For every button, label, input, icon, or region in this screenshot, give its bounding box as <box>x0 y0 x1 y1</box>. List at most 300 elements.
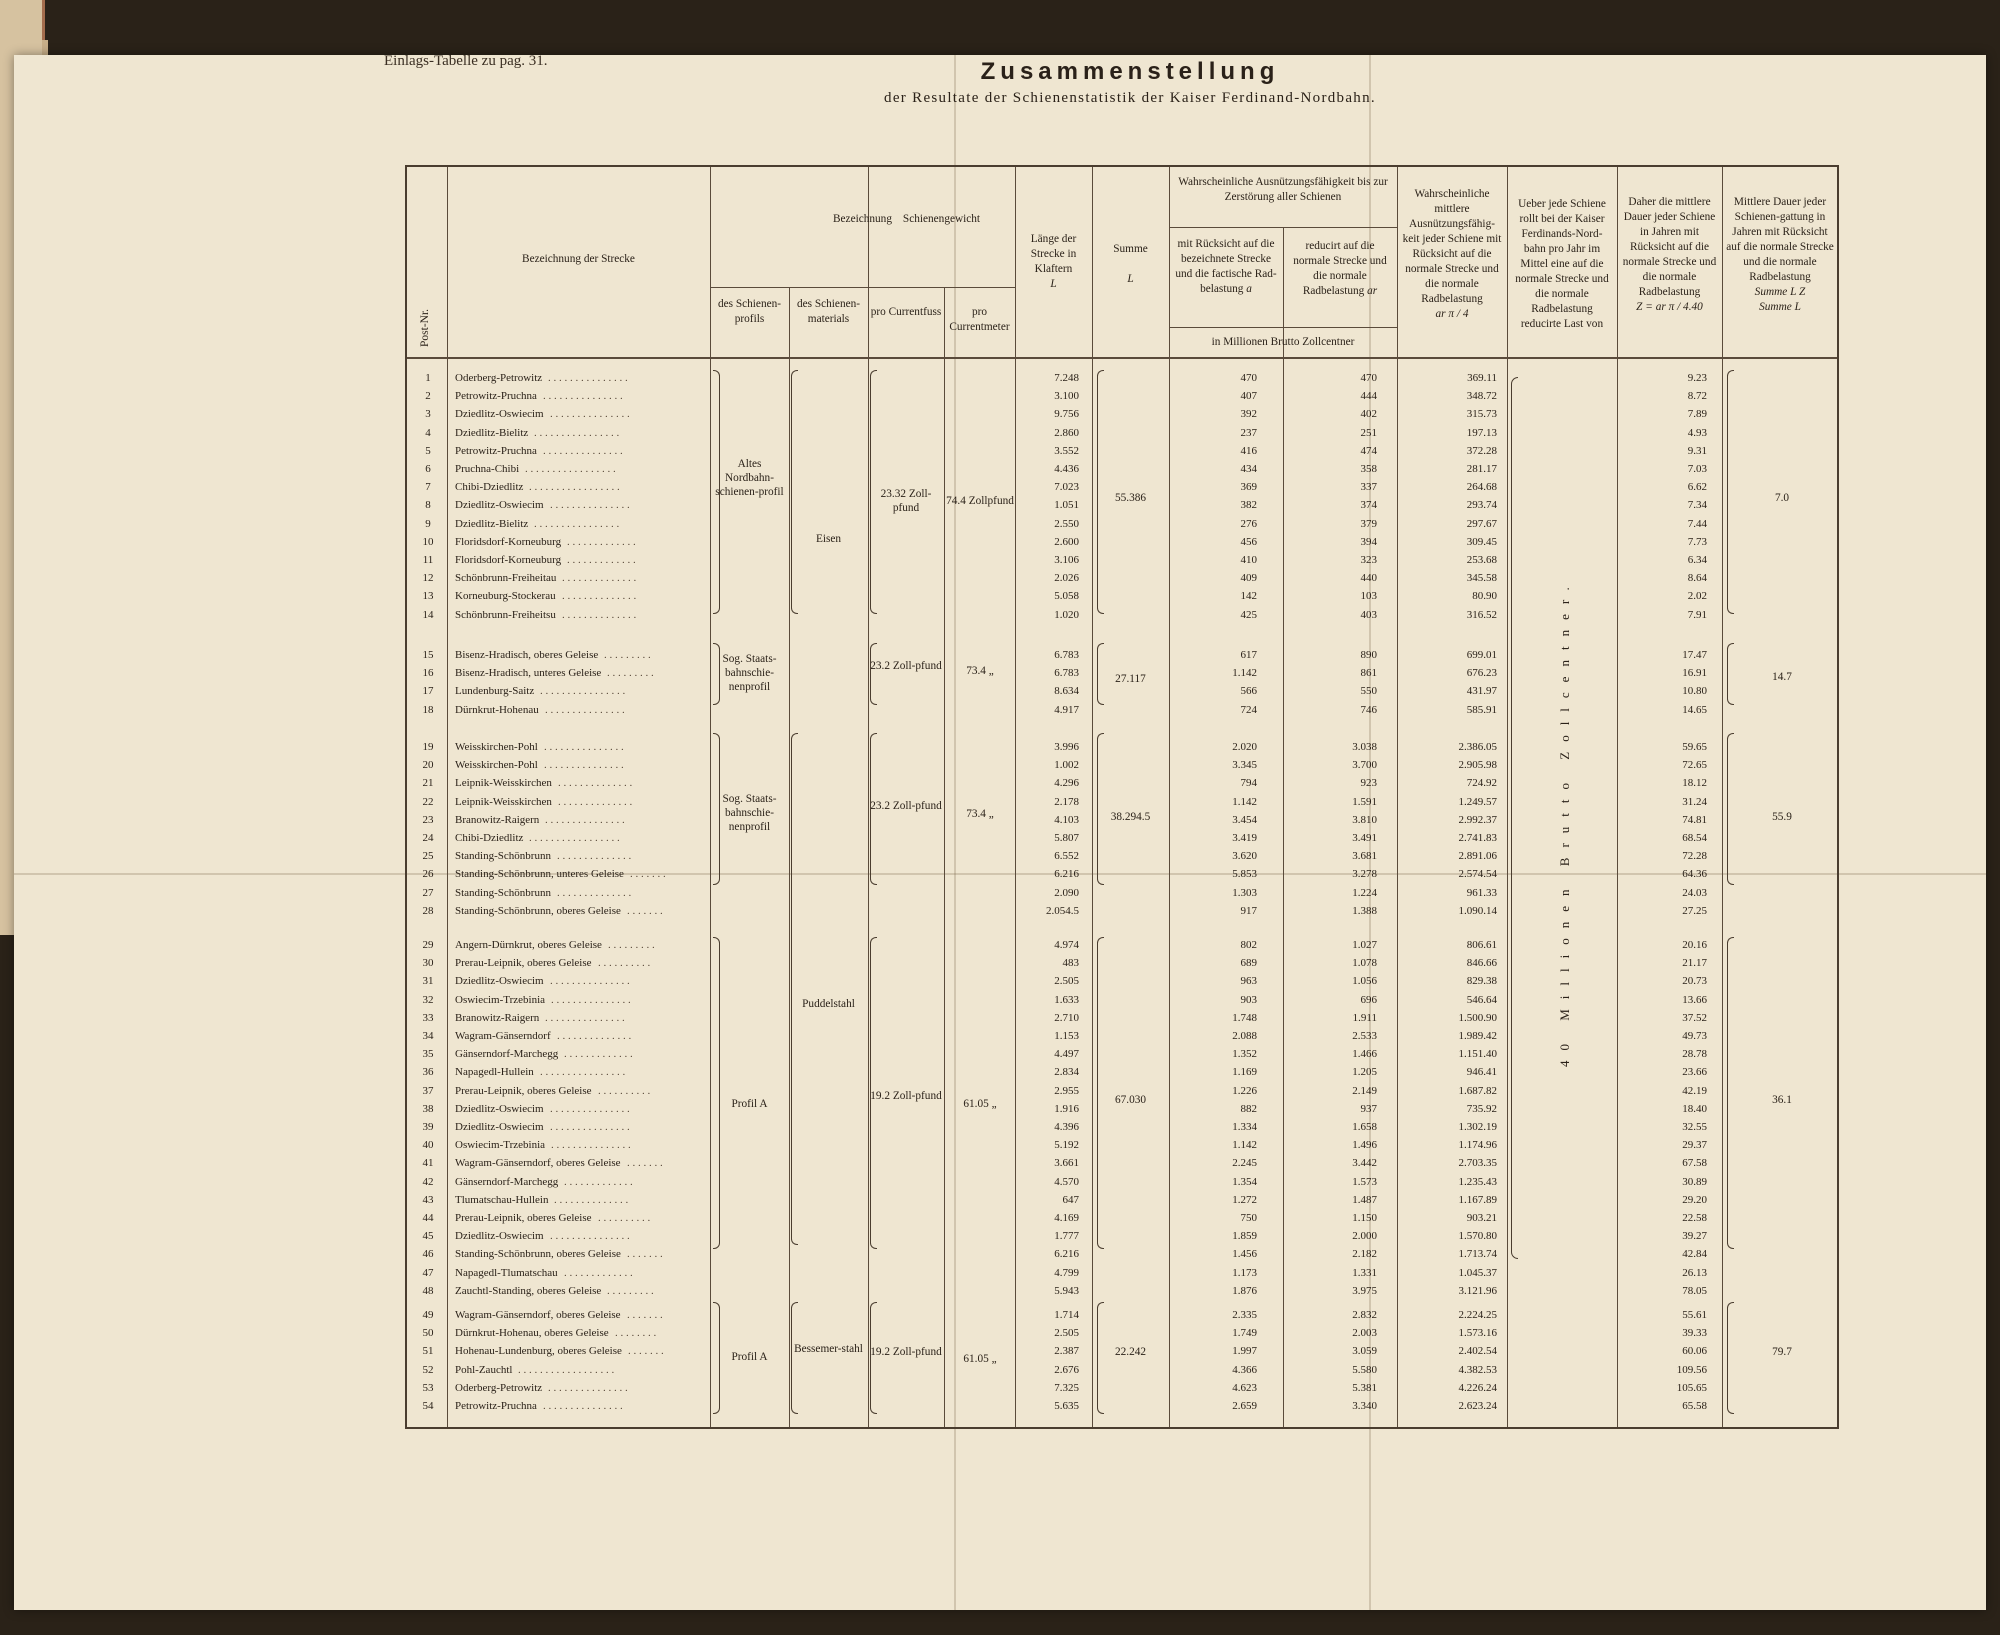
leader-dots: . . . . . . . . . . . . . . . . <box>534 517 620 530</box>
cell-mit-ruecksicht: 1.456 <box>1232 1248 1257 1261</box>
table-row <box>407 885 1837 903</box>
cell-laenge: 2.710 <box>1054 1011 1079 1024</box>
cell-strecke: Dziedlitz-Oswiecim <box>455 408 544 421</box>
leader-dots: . . . . . . . . <box>615 1327 657 1340</box>
cell-reducirt: 1.078 <box>1352 957 1377 970</box>
leader-dots: . . . . . . . <box>627 1309 663 1321</box>
cell-post-nr: 46 <box>422 1248 434 1261</box>
table-row <box>407 1010 1837 1028</box>
cell-mit-ruecksicht: 237 <box>1240 426 1257 439</box>
cell-dauer-z: 37.52 <box>1682 1011 1707 1024</box>
cell-reducirt: 379 <box>1360 517 1377 530</box>
cell-dauer-z: 13.66 <box>1682 993 1707 1006</box>
cell-reducirt: 2.832 <box>1352 1309 1377 1321</box>
leader-dots: . . . . . . . . . . . . . . . <box>548 372 628 384</box>
cell-laenge: 1.916 <box>1054 1102 1079 1115</box>
cell-reducirt: 1.658 <box>1352 1121 1377 1133</box>
cell-mittlere: 829.38 <box>1466 975 1497 988</box>
cell-laenge: 4.497 <box>1054 1048 1079 1061</box>
header-rule <box>1169 327 1397 328</box>
cell-reducirt: 3.700 <box>1352 759 1377 772</box>
cell-post-nr: 38 <box>422 1102 434 1115</box>
group-bracket <box>870 1302 877 1414</box>
cell-post-nr: 8 <box>425 499 431 512</box>
header-des-materials: des Schienen-materials <box>796 298 861 325</box>
cell-dauer-z: 9.23 <box>1687 372 1707 384</box>
cell-post-nr: 54 <box>422 1400 434 1412</box>
cell-mit-ruecksicht: 917 <box>1240 904 1257 917</box>
cell-mit-ruecksicht: 3.419 <box>1232 832 1257 844</box>
table-row <box>407 1210 1837 1228</box>
table-row <box>407 739 1837 757</box>
cell-dauer-z: 24.03 <box>1682 886 1707 899</box>
cell-mittlere: 315.73 <box>1466 408 1497 421</box>
cell-reducirt: 323 <box>1360 554 1377 566</box>
cell-dauer-z: 7.73 <box>1687 535 1707 548</box>
cell-dauer-z: 74.81 <box>1682 813 1707 826</box>
leader-dots: . . . . . . . . . <box>604 649 651 661</box>
table-row <box>407 370 1837 388</box>
cell-laenge: 4.296 <box>1054 777 1079 790</box>
cell-post-nr: 6 <box>425 463 431 475</box>
group-profil-2: Sog. Staats-bahnschie-nenprofil <box>722 653 777 693</box>
table-row <box>407 937 1837 955</box>
cell-post-nr: 21 <box>422 777 434 790</box>
group-bracket <box>1727 733 1734 885</box>
cell-reducirt: 3.278 <box>1352 868 1377 881</box>
cell-post-nr: 9 <box>425 517 431 530</box>
group-fuss-2: 23.2 Zoll-pfund <box>870 660 942 672</box>
cell-mittlere: 1.235.43 <box>1458 1175 1497 1188</box>
cell-post-nr: 35 <box>422 1048 434 1061</box>
cell-reducirt: 3.810 <box>1352 813 1377 826</box>
group-bracket <box>1727 937 1734 1249</box>
cell-laenge: 3.996 <box>1054 741 1079 753</box>
cell-strecke: Dziedlitz-Oswiecim <box>455 975 544 988</box>
cell-strecke: Pohl-Zauchtl <box>455 1363 513 1376</box>
cell-dauer-z: 55.61 <box>1682 1309 1707 1321</box>
header-pro-fuss: pro Currentfuss <box>870 306 942 318</box>
cell-mit-ruecksicht: 392 <box>1240 408 1257 421</box>
cell-strecke: Wagram-Gänserndorf, oberes Geleise <box>455 1157 621 1170</box>
cell-post-nr: 4 <box>425 426 431 439</box>
cell-mittlere: 806.61 <box>1466 939 1497 951</box>
cell-reducirt: 1.496 <box>1352 1139 1377 1152</box>
cell-post-nr: 39 <box>422 1121 434 1133</box>
group-summe-1: 55.386 <box>1114 492 1147 504</box>
cell-post-nr: 36 <box>422 1066 434 1079</box>
cell-mittlere: 2.703.35 <box>1458 1157 1497 1170</box>
group-bracket <box>713 937 720 1249</box>
leader-dots: . . . . . . . . . . . . . . . <box>550 1102 630 1115</box>
leader-dots: . . . . . . . . . <box>607 667 654 680</box>
page-subtitle: der Resultate der Schienenstatistik der Kaiser Ferdinand-Nordbahn. <box>884 90 1376 106</box>
leader-dots: . . . . . . . . . . . . . . . . <box>540 685 626 698</box>
group-bracket <box>1097 937 1104 1249</box>
cell-laenge: 1.777 <box>1054 1230 1079 1243</box>
cell-laenge: 4.917 <box>1054 703 1079 716</box>
cell-reducirt: 1.056 <box>1352 975 1377 988</box>
cell-mit-ruecksicht: 2.088 <box>1232 1030 1257 1042</box>
cell-mit-ruecksicht: 1.876 <box>1232 1284 1257 1297</box>
cell-mittlere: 2.992.37 <box>1458 813 1497 826</box>
cell-laenge: 2.955 <box>1054 1084 1079 1097</box>
cell-strecke: Petrowitz-Pruchna <box>455 444 537 457</box>
cell-mit-ruecksicht: 2.245 <box>1232 1157 1257 1170</box>
cell-strecke: Weisskirchen-Pohl <box>455 741 538 753</box>
cell-reducirt: 1.573 <box>1352 1175 1377 1188</box>
cell-mittlere: 1.500.90 <box>1458 1011 1497 1024</box>
cell-strecke: Napagedl-Tlumatschau <box>455 1266 558 1279</box>
cell-reducirt: 358 <box>1360 463 1377 475</box>
header-bottom-rule <box>407 357 1837 359</box>
cell-dauer-z: 10.80 <box>1682 685 1707 698</box>
table-row <box>407 794 1837 812</box>
cell-reducirt: 403 <box>1360 608 1377 621</box>
cell-mit-ruecksicht: 1.334 <box>1232 1121 1257 1133</box>
cell-mit-ruecksicht: 3.620 <box>1232 850 1257 863</box>
cell-strecke: Bisenz-Hradisch, oberes Geleise <box>455 649 599 661</box>
cell-mittlere: 2.386.05 <box>1458 741 1497 753</box>
cell-dauer-z: 16.91 <box>1682 667 1707 680</box>
cell-mit-ruecksicht: 1.142 <box>1232 667 1257 680</box>
cell-dauer-z: 20.16 <box>1682 939 1707 951</box>
cell-mit-ruecksicht: 425 <box>1240 608 1257 621</box>
leader-dots: . . . . . . . <box>627 904 663 917</box>
table-row <box>407 1246 1837 1264</box>
cell-mit-ruecksicht: 434 <box>1240 463 1257 475</box>
cell-strecke: Weisskirchen-Pohl <box>455 759 538 772</box>
leader-dots: . . . . . . . . . . . . . . . <box>548 1381 628 1394</box>
group-bracket <box>1511 377 1518 1259</box>
cell-mit-ruecksicht: 470 <box>1240 372 1257 384</box>
cell-post-nr: 13 <box>422 590 434 603</box>
leader-dots: . . . . . . . . . . . . . . . <box>551 1139 631 1152</box>
cell-strecke: Schönbrunn-Freiheitsu <box>455 608 556 621</box>
cell-mittlere: 1.573.16 <box>1458 1327 1497 1340</box>
table-row <box>407 973 1837 991</box>
cell-mit-ruecksicht: 1.173 <box>1232 1266 1257 1279</box>
cell-laenge: 8.634 <box>1054 685 1079 698</box>
cell-mittlere: 1.090.14 <box>1458 904 1497 917</box>
cell-reducirt: 2.149 <box>1352 1084 1377 1097</box>
leader-dots: . . . . . . . . . . . . . . . <box>550 408 630 421</box>
cell-dauer-z: 4.93 <box>1687 426 1707 439</box>
group-bracket <box>1097 733 1104 885</box>
table-row <box>407 1046 1837 1064</box>
cell-reducirt: 374 <box>1360 499 1377 512</box>
cell-mit-ruecksicht: 1.352 <box>1232 1048 1257 1061</box>
cell-dauer-z: 8.64 <box>1687 572 1707 585</box>
table-row <box>407 570 1837 588</box>
insert-label: Einlags-Tabelle zu pag. 31. <box>384 53 548 69</box>
cell-dauer-z: 7.89 <box>1687 408 1707 421</box>
group-bracket <box>713 1302 720 1414</box>
cell-reducirt: 3.975 <box>1352 1284 1377 1297</box>
cell-strecke: Angern-Dürnkrut, oberes Geleise <box>455 939 602 951</box>
cell-mittlere: 585.91 <box>1466 703 1497 716</box>
cell-post-nr: 1 <box>425 372 431 384</box>
cell-dauer-z: 109.56 <box>1676 1363 1707 1376</box>
cell-post-nr: 34 <box>422 1030 434 1042</box>
cell-post-nr: 30 <box>422 957 434 970</box>
cell-mit-ruecksicht: 407 <box>1240 390 1257 403</box>
cell-laenge: 3.552 <box>1054 444 1079 457</box>
cell-laenge: 6.216 <box>1054 868 1079 881</box>
cell-mittlere: 297.67 <box>1466 517 1497 530</box>
cell-mittlere: 293.74 <box>1466 499 1497 512</box>
cell-strecke: Standing-Schönbrunn <box>455 850 551 863</box>
cell-reducirt: 1.487 <box>1352 1193 1377 1206</box>
table-row <box>407 1283 1837 1301</box>
cell-laenge: 7.325 <box>1054 1381 1079 1394</box>
cell-mittlere: 253.68 <box>1466 554 1497 566</box>
cell-reducirt: 3.491 <box>1352 832 1377 844</box>
cell-strecke: Chibi-Dziedlitz <box>455 832 524 844</box>
cell-post-nr: 25 <box>422 850 434 863</box>
table-row <box>407 1265 1837 1283</box>
cell-reducirt: 1.224 <box>1352 886 1377 899</box>
cell-mittlere: 348.72 <box>1466 390 1497 403</box>
cell-strecke: Lundenburg-Saitz <box>455 685 535 698</box>
group-bracket <box>870 937 877 1249</box>
cell-post-nr: 26 <box>422 868 434 881</box>
cell-reducirt: 1.027 <box>1352 939 1377 951</box>
cell-reducirt: 1.205 <box>1352 1066 1377 1079</box>
cell-mit-ruecksicht: 750 <box>1240 1212 1257 1224</box>
cell-strecke: Standing-Schönbrunn, oberes Geleise <box>455 1248 621 1261</box>
cell-mittlere: 1.167.89 <box>1458 1193 1497 1206</box>
cell-mit-ruecksicht: 3.454 <box>1232 813 1257 826</box>
cell-laenge: 2.834 <box>1054 1066 1079 1079</box>
group-bracket <box>791 370 798 614</box>
cell-laenge: 2.676 <box>1054 1363 1079 1376</box>
leader-dots: . . . . . . . . . . . . . <box>567 535 636 548</box>
table-row <box>407 443 1837 461</box>
cell-laenge: 3.661 <box>1054 1157 1079 1170</box>
header-des-profils: des Schienen-profils <box>717 298 782 325</box>
leader-dots: . . . . . . . <box>628 1345 664 1358</box>
cell-strecke: Prerau-Leipnik, oberes Geleise <box>455 1212 592 1224</box>
leader-dots: . . . . . . . . . . . . . . <box>557 886 632 899</box>
cell-post-nr: 27 <box>422 886 434 899</box>
cell-laenge: 2.860 <box>1054 426 1079 439</box>
cell-strecke: Branowitz-Raigern <box>455 1011 540 1024</box>
cell-post-nr: 52 <box>422 1363 434 1376</box>
cell-reducirt: 5.580 <box>1352 1363 1377 1376</box>
table-row <box>407 1174 1837 1192</box>
cell-dauer-z: 27.25 <box>1682 904 1707 917</box>
table-row <box>407 1028 1837 1046</box>
cell-laenge: 5.943 <box>1054 1284 1079 1297</box>
cell-strecke: Pruchna-Chibi <box>455 463 520 475</box>
cell-strecke: Leipnik-Weisskirchen <box>455 777 552 790</box>
leader-dots: . . . . . . . . . . . . . <box>567 554 636 566</box>
cell-mit-ruecksicht: 416 <box>1240 444 1257 457</box>
leader-dots: . . . . . . . . . . . . . . . . . <box>525 463 616 475</box>
group-bracket <box>713 643 720 705</box>
cell-dauer-z: 14.65 <box>1682 703 1707 716</box>
table-row <box>407 757 1837 775</box>
leader-dots: . . . . . . . . . . <box>598 957 651 970</box>
cell-post-nr: 7 <box>425 481 431 494</box>
leader-dots: . . . . . . . . . . . . . . . <box>550 975 630 988</box>
leader-dots: . . . . . . . . . . . . . . . . <box>534 426 620 439</box>
cell-strecke: Gänserndorf-Marchegg <box>455 1175 559 1188</box>
cell-laenge: 2.387 <box>1054 1345 1079 1358</box>
cell-strecke: Dziedlitz-Oswiecim <box>455 1102 544 1115</box>
cell-reducirt: 1.591 <box>1352 795 1377 808</box>
header-dauer: Mittlere Dauer jeder Schienen-gattung in Jahren mit Rücksicht auf die normale Strecke und die normale Radbelastung Summe L Z Summe L <box>1726 196 1834 313</box>
cell-dauer-z: 6.62 <box>1687 481 1707 494</box>
cell-mit-ruecksicht: 1.859 <box>1232 1230 1257 1243</box>
cell-laenge: 5.635 <box>1054 1400 1079 1412</box>
cell-laenge: 4.974 <box>1054 939 1079 951</box>
cell-laenge: 5.807 <box>1054 832 1079 844</box>
cell-post-nr: 19 <box>422 741 434 753</box>
cell-strecke: Leipnik-Weisskirchen <box>455 795 552 808</box>
cell-mittlere: 724.92 <box>1466 777 1497 790</box>
cell-reducirt: 474 <box>1360 444 1377 457</box>
cell-strecke: Hohenau-Lundenburg, oberes Geleise <box>455 1345 622 1358</box>
cell-laenge: 6.783 <box>1054 667 1079 680</box>
cell-reducirt: 923 <box>1360 777 1377 790</box>
cell-mittlere: 2.891.06 <box>1458 850 1497 863</box>
cell-dauer-z: 18.12 <box>1682 777 1707 790</box>
cell-mit-ruecksicht: 2.335 <box>1232 1309 1257 1321</box>
group-fuss-1: 23.32 Zoll-pfund <box>880 488 932 514</box>
table-row <box>407 425 1837 443</box>
cell-mittlere: 316.52 <box>1466 608 1497 621</box>
cell-mittlere: 1.687.82 <box>1458 1084 1497 1097</box>
table-row <box>407 955 1837 973</box>
cell-reducirt: 696 <box>1360 993 1377 1006</box>
cell-laenge: 647 <box>1062 1193 1079 1206</box>
leader-dots: . . . . . . . . . . . . . . . <box>543 1400 623 1412</box>
cell-reducirt: 251 <box>1360 426 1377 439</box>
group-bracket <box>1097 370 1104 614</box>
cell-laenge: 4.396 <box>1054 1121 1079 1133</box>
table-row <box>407 683 1837 701</box>
cell-reducirt: 746 <box>1360 703 1377 716</box>
group-summe-2: 27.117 <box>1115 673 1146 685</box>
cell-post-nr: 24 <box>422 832 434 844</box>
group-bracket <box>1727 370 1734 614</box>
cell-strecke: Bisenz-Hradisch, unteres Geleise <box>455 667 602 680</box>
cell-strecke: Chibi-Dziedlitz <box>455 481 524 494</box>
cell-dauer-z: 59.65 <box>1682 741 1707 753</box>
cell-mit-ruecksicht: 566 <box>1240 685 1257 698</box>
table-row <box>407 406 1837 424</box>
group-bracket <box>870 643 877 705</box>
group-meter-3: 73.4 „ <box>966 808 994 820</box>
cell-mittlere: 735.92 <box>1466 1102 1497 1115</box>
cell-dauer-z: 39.33 <box>1682 1327 1707 1340</box>
group-fuss-5: 19.2 Zoll-pfund <box>870 1346 942 1358</box>
header-summe: Summe L <box>1113 243 1148 285</box>
cell-strecke: Dziedlitz-Oswiecim <box>455 499 544 512</box>
cell-dauer-z: 22.58 <box>1682 1212 1707 1224</box>
leader-dots: . . . . . . . . . . . . . . . <box>543 444 623 457</box>
header-millionen: in Millionen Brutto Zollcentner <box>1211 336 1355 348</box>
cell-post-nr: 29 <box>422 939 434 951</box>
table-row <box>407 903 1837 921</box>
cell-post-nr: 43 <box>422 1193 434 1206</box>
cell-laenge: 6.552 <box>1054 850 1079 863</box>
cell-mittlere: 80.90 <box>1472 590 1497 603</box>
leader-dots: . . . . . . . . . . . . . . <box>557 850 632 863</box>
cell-mittlere: 197.13 <box>1466 426 1497 439</box>
cell-strecke: Oderberg-Petrowitz <box>455 372 543 384</box>
cell-dauer-z: 68.54 <box>1682 832 1707 844</box>
cell-mit-ruecksicht: 276 <box>1240 517 1257 530</box>
cell-mit-ruecksicht: 1.303 <box>1232 886 1257 899</box>
cell-reducirt: 444 <box>1360 390 1377 403</box>
cell-laenge: 3.106 <box>1054 554 1079 566</box>
cell-strecke: Standing-Schönbrunn, oberes Geleise <box>455 904 621 917</box>
cell-post-nr: 20 <box>422 759 434 772</box>
table-row <box>407 1119 1837 1137</box>
cell-dauer-z: 7.03 <box>1687 463 1707 475</box>
cell-mittlere: 2.623.24 <box>1458 1400 1497 1412</box>
cell-reducirt: 394 <box>1360 535 1377 548</box>
cell-post-nr: 14 <box>422 608 434 621</box>
header-bezeichnung: Bezeichnung <box>833 213 892 225</box>
header-post-nr: Post-Nr. <box>419 308 431 347</box>
leader-dots: . . . . . . . . . . . . . . . <box>545 1011 625 1024</box>
header-pro-meter: pro Currentmeter <box>949 306 1010 333</box>
cell-dauer-z: 72.28 <box>1682 850 1707 863</box>
leader-dots: . . . . . . . . . . . . . . . . . <box>529 832 620 844</box>
cell-laenge: 1.714 <box>1054 1309 1079 1321</box>
cell-dauer-z: 18.40 <box>1682 1102 1707 1115</box>
cell-reducirt: 103 <box>1360 590 1377 603</box>
leader-dots: . . . . . . . <box>627 1157 663 1170</box>
table-row <box>407 516 1837 534</box>
table-row <box>407 992 1837 1010</box>
cell-laenge: 2.550 <box>1054 517 1079 530</box>
cell-mittlere: 1.151.40 <box>1458 1048 1497 1061</box>
cell-strecke: Schönbrunn-Freiheitau <box>455 572 557 585</box>
cell-mittlere: 2.905.98 <box>1458 759 1497 772</box>
cell-mittlere: 431.97 <box>1466 685 1497 698</box>
cell-post-nr: 10 <box>422 535 434 548</box>
table-row <box>407 1137 1837 1155</box>
cell-reducirt: 440 <box>1360 572 1377 585</box>
cell-post-nr: 47 <box>422 1266 434 1279</box>
cell-mittlere: 846.66 <box>1466 957 1497 970</box>
group-profil-3: Sog. Staats-bahnschie-nenprofil <box>722 793 777 833</box>
cell-mit-ruecksicht: 4.623 <box>1232 1381 1257 1394</box>
cell-strecke: Korneuburg-Stockerau <box>455 590 556 603</box>
cell-dauer-z: 39.27 <box>1682 1230 1707 1243</box>
table-row <box>407 588 1837 606</box>
cell-post-nr: 44 <box>422 1212 434 1224</box>
leader-dots: . . . . . . . . . <box>607 1284 654 1297</box>
cell-mit-ruecksicht: 1.748 <box>1232 1011 1257 1024</box>
table-row <box>407 1325 1837 1343</box>
cell-mittlere: 946.41 <box>1466 1066 1497 1079</box>
cell-post-nr: 40 <box>422 1139 434 1152</box>
leader-dots: . . . . . . . . . . . . . . . . . <box>529 481 620 494</box>
cell-strecke: Floridsdorf-Korneuburg <box>455 554 562 566</box>
material-puddelstahl: Puddelstahl <box>802 998 855 1010</box>
leader-dots: . . . . . . . . . . . . . . . . <box>540 1066 626 1079</box>
cell-mit-ruecksicht: 369 <box>1240 481 1257 494</box>
cell-strecke: Prerau-Leipnik, oberes Geleise <box>455 957 592 970</box>
cell-laenge: 4.103 <box>1054 813 1079 826</box>
leader-dots: . . . . . . . . . . . . . . . <box>544 759 624 772</box>
